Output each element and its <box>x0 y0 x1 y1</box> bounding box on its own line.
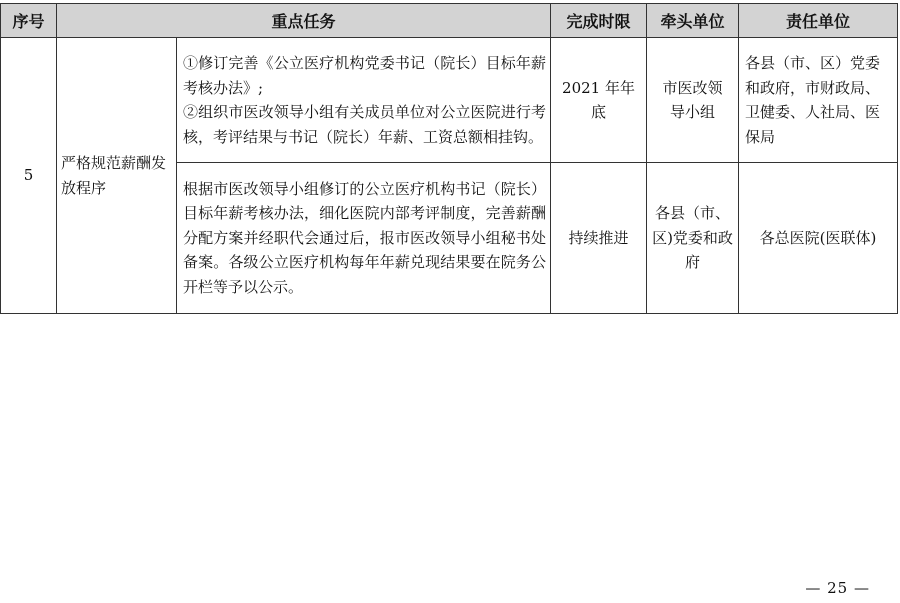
task-table <box>0 3 898 314</box>
deadline-cell: 2021 年年底 <box>551 38 647 163</box>
responsible-cell: 各县（市、区）党委和政府，市财政局、卫健委、人社局、医保局 <box>739 38 898 163</box>
domain-cell: 严格规范薪酬发放程序 <box>57 38 177 314</box>
deadline-cell: 持续推进 <box>551 163 647 314</box>
page-number: — 25 — <box>805 579 870 597</box>
header-seq: 序号 <box>1 4 57 38</box>
table-header-row <box>1 4 898 38</box>
table-row <box>1 38 898 163</box>
header-responsible: 责任单位 <box>739 4 898 38</box>
lead-cell: 市医改领导小组 <box>647 38 739 163</box>
lead-cell: 各县（市、区)党委和政府 <box>647 163 739 314</box>
responsible-cell: 各总医院(医联体) <box>739 163 898 314</box>
task-line: 根据市医改领导小组修订的公立医疗机构书记（院长）目标年薪考核办法，细化医院内部考评制度，完善薪酬分配方案并经职代会通过后，报市医改领导小组秘书处备案。各级公立医疗机构每年年薪兑现结果要在院务公开栏等予以公示。 <box>183 179 547 296</box>
header-lead: 牵头单位 <box>647 4 739 38</box>
task-line: ②组织市医改领导小组有关成员单位对公立医院进行考核，考评结果与书记（院长）年薪、工资总额相挂钩。 <box>183 103 547 146</box>
header-task: 重点任务 <box>57 4 551 38</box>
task-cell <box>177 38 551 163</box>
task-line: ①修订完善《公立医疗机构党委书记（院长）目标年薪考核办法》; <box>183 54 547 97</box>
seq-cell: 5 <box>1 38 57 314</box>
task-cell <box>177 163 551 314</box>
header-deadline: 完成时限 <box>551 4 647 38</box>
